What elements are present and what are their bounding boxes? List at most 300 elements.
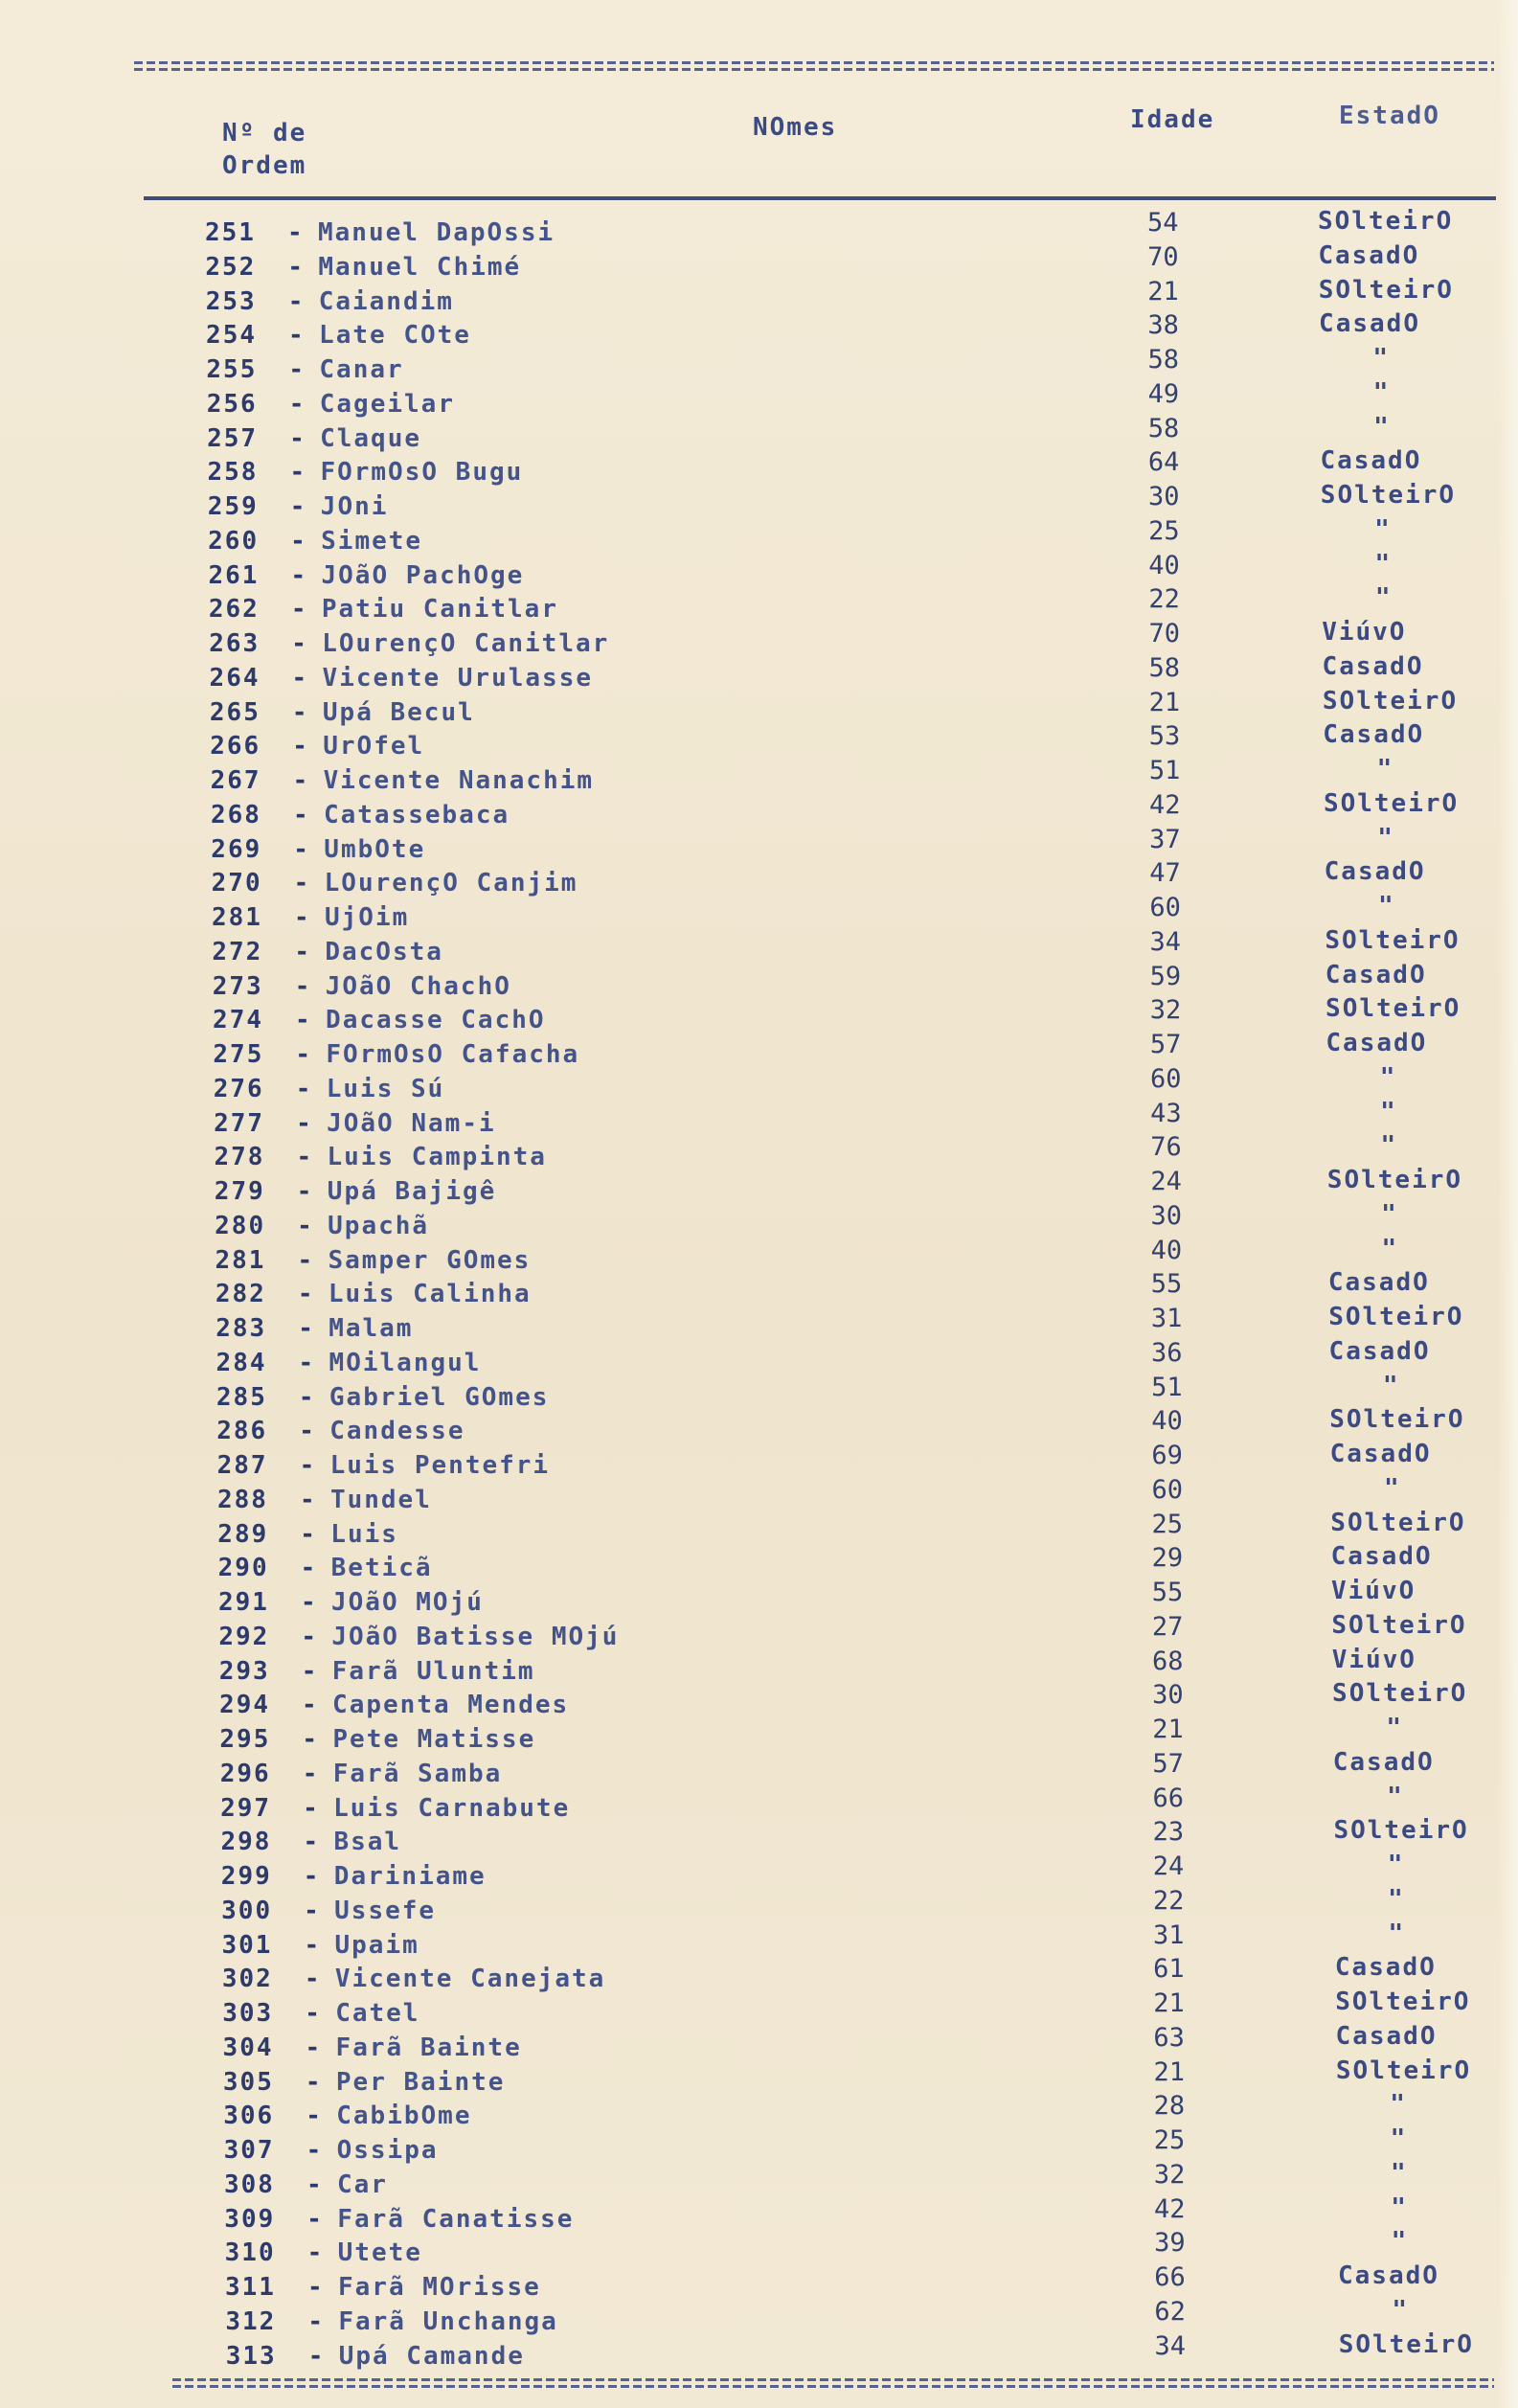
row-name: Farã Uluntim (331, 1656, 535, 1686)
row-dash: - (288, 321, 306, 351)
row-age: 30 (1152, 1680, 1184, 1711)
row-number: 294 (219, 1691, 271, 1720)
row-dash: - (306, 2169, 324, 2199)
row-age: 76 (1150, 1132, 1182, 1163)
row-dash: - (303, 1828, 321, 1857)
row-dash: - (298, 1382, 316, 1412)
row-name: Upá Camande (338, 2341, 525, 2371)
row-name: LOurençO Canitlar (322, 629, 610, 658)
row-dash: - (288, 355, 306, 384)
row-number: 290 (217, 1554, 269, 1583)
row-dash: - (288, 389, 306, 419)
row-age: 27 (1151, 1611, 1184, 1642)
row-number: 305 (222, 2067, 274, 2097)
header-estado: EstadO (1339, 102, 1440, 130)
row-dash: - (296, 1108, 313, 1138)
paper-edge (1497, 0, 1518, 2408)
row-name: Dacasse CachO (326, 1006, 546, 1035)
row-number: 295 (219, 1725, 271, 1754)
row-name: Utete (337, 2238, 422, 2268)
row-dash: - (303, 1862, 321, 1891)
row-number: 260 (208, 526, 260, 556)
row-estado: ViúvO (1322, 618, 1407, 647)
row-number: 307 (223, 2136, 275, 2165)
row-dash: - (287, 286, 306, 316)
row-name: JOãO Batisse MOjú (331, 1622, 620, 1651)
row-dash: - (301, 1622, 318, 1651)
row-name: Bsal (333, 1828, 402, 1857)
row-estado: SOlteirO (1329, 1405, 1465, 1435)
row-name: Luis Sú (326, 1074, 445, 1103)
row-age: 51 (1151, 1372, 1183, 1402)
row-age: 60 (1149, 893, 1181, 922)
row-estado: " (1373, 412, 1391, 442)
row-estado: " (1374, 514, 1392, 544)
row-dash: - (302, 1691, 319, 1720)
top-double-rule (134, 61, 1494, 75)
row-dash: - (294, 903, 311, 932)
row-estado: " (1376, 755, 1394, 784)
row-dash: - (304, 1930, 322, 1960)
row-dash: - (297, 1245, 315, 1275)
row-estado: " (1374, 583, 1393, 613)
row-dash: - (304, 1896, 321, 1925)
row-estado: SOlteirO (1335, 2056, 1472, 2085)
row-age: 40 (1150, 1235, 1183, 1265)
row-number: 285 (215, 1382, 267, 1412)
row-number: 267 (210, 766, 261, 795)
row-estado: CasadO (1334, 1953, 1437, 1983)
row-name: JOãO Nam-i (327, 1108, 496, 1138)
row-number: 276 (213, 1074, 264, 1103)
row-dash: - (306, 2136, 324, 2165)
row-estado: SOlteirO (1331, 1610, 1467, 1640)
row-age: 57 (1152, 1748, 1184, 1779)
row-age: 66 (1152, 1783, 1185, 1813)
row-estado: CasadO (1338, 2261, 1439, 2290)
row-number: 273 (212, 971, 263, 1001)
row-age: 69 (1151, 1441, 1183, 1470)
row-age: 23 (1152, 1817, 1185, 1848)
row-estado: " (1391, 2192, 1408, 2222)
row-age: 40 (1151, 1406, 1183, 1437)
row-number: 281 (212, 903, 262, 932)
row-number: 259 (207, 492, 259, 521)
row-dash: - (299, 1485, 317, 1514)
row-number: 277 (214, 1108, 265, 1138)
row-name: Upachã (328, 1211, 430, 1240)
row-dash: - (297, 1280, 315, 1309)
row-dash: - (300, 1519, 317, 1549)
row-name: Luis (330, 1519, 398, 1549)
row-estado: SOlteirO (1322, 686, 1459, 716)
row-estado: CasadO (1318, 240, 1420, 270)
row-dash: - (301, 1588, 318, 1617)
row-dash: - (290, 526, 307, 556)
row-number: 288 (216, 1485, 268, 1514)
row-name: JOni (320, 492, 389, 521)
row-name: Ossipa (336, 2136, 439, 2165)
row-number: 261 (208, 560, 260, 590)
row-number: 304 (222, 2033, 274, 2062)
row-age: 31 (1153, 1920, 1185, 1950)
row-number: 252 (205, 252, 257, 282)
row-age: 58 (1147, 345, 1179, 375)
row-name: Luis Pentefri (329, 1451, 551, 1480)
row-number: 286 (216, 1417, 268, 1446)
row-age: 25 (1153, 2125, 1186, 2155)
row-name: Upaim (334, 1930, 419, 1960)
row-age: 59 (1149, 961, 1182, 991)
row-dash: - (290, 595, 308, 625)
row-age: 21 (1153, 1988, 1185, 2018)
row-age: 47 (1149, 858, 1181, 889)
row-age: 29 (1151, 1543, 1184, 1574)
row-number: 287 (216, 1451, 268, 1480)
row-name: Cageilar (319, 389, 455, 419)
row-number: 265 (209, 697, 261, 727)
row-name: UjOim (325, 903, 410, 932)
row-age: 61 (1153, 1954, 1185, 1985)
row-number: 284 (215, 1348, 267, 1377)
row-estado: " (1378, 892, 1395, 920)
row-estado: CasadO (1332, 1747, 1435, 1777)
row-dash: - (307, 2341, 326, 2371)
row-age: 21 (1152, 1715, 1184, 1744)
row-age: 25 (1148, 515, 1180, 546)
row-age: 57 (1149, 1030, 1182, 1059)
row-dash: - (291, 663, 309, 693)
row-dash: - (293, 834, 310, 864)
row-estado: SOlteirO (1338, 2329, 1474, 2359)
row-estado: " (1386, 1714, 1404, 1742)
row-number: 311 (225, 2273, 276, 2302)
row-age: 30 (1150, 1200, 1182, 1231)
row-name: Catel (335, 1999, 420, 2028)
row-dash: - (297, 1211, 314, 1240)
row-name: Vicente Canejata (334, 1965, 606, 1994)
row-number: 266 (210, 732, 261, 761)
row-number: 298 (220, 1828, 272, 1857)
row-number: 297 (220, 1793, 272, 1823)
row-name: Claque (320, 423, 422, 453)
row-estado: " (1381, 1199, 1398, 1229)
row-name: Luis Carnabute (333, 1793, 571, 1823)
row-estado: SOlteirO (1333, 1816, 1469, 1846)
row-dash: - (292, 732, 309, 761)
row-age: 63 (1153, 2022, 1185, 2053)
row-name: Vicente Nanachim (323, 766, 595, 795)
row-age: 66 (1154, 2262, 1186, 2292)
row-number: 289 (217, 1519, 269, 1549)
row-age: 49 (1147, 378, 1180, 409)
row-age: 22 (1152, 1885, 1185, 1916)
row-age: 21 (1148, 687, 1181, 717)
row-estado: " (1390, 2090, 1407, 2120)
row-age: 42 (1149, 789, 1181, 820)
row-dash: - (291, 629, 308, 658)
row-estado: ViúvO (1331, 1645, 1416, 1674)
row-estado: CasadO (1335, 2021, 1438, 2051)
row-age: 60 (1151, 1474, 1183, 1505)
row-estado: SOlteirO (1335, 1988, 1471, 2016)
row-age: 34 (1149, 926, 1182, 957)
row-estado: " (1380, 1097, 1397, 1126)
row-number: 263 (209, 629, 261, 658)
row-estado: SOlteirO (1318, 207, 1454, 236)
row-number: 269 (211, 834, 262, 864)
row-age: 40 (1148, 550, 1180, 580)
row-name: JOãO ChachO (325, 971, 511, 1001)
row-number: 272 (212, 937, 263, 966)
row-estado: " (1387, 1851, 1405, 1879)
row-estado: " (1380, 1131, 1398, 1161)
row-name: Luis Campinta (327, 1143, 547, 1172)
row-estado: SOlteirO (1323, 788, 1460, 818)
header-ordem-line1: Nº de (222, 119, 307, 148)
row-estado: " (1390, 2124, 1408, 2153)
row-number: 308 (223, 2169, 275, 2199)
row-estado: " (1379, 1062, 1397, 1092)
row-estado: " (1391, 2227, 1409, 2257)
row-dash: - (298, 1348, 316, 1377)
row-name: Caiandim (318, 286, 454, 316)
row-number: 306 (223, 2101, 275, 2131)
row-estado: CasadO (1330, 1542, 1433, 1572)
row-number: 282 (215, 1280, 266, 1309)
row-age: 21 (1153, 2056, 1185, 2087)
row-name: Manuel Chimé (318, 252, 522, 282)
row-name: Upá Bajigê (327, 1177, 497, 1206)
row-name: Beticã (330, 1554, 433, 1583)
header-underline (144, 196, 1496, 200)
header-ordem-line2: Ordem (222, 151, 307, 180)
row-estado: CasadO (1329, 1440, 1432, 1468)
row-dash: - (306, 2101, 323, 2131)
row-dash: - (287, 218, 305, 247)
row-name: Samper GOmes (328, 1245, 532, 1275)
row-age: 58 (1147, 413, 1180, 443)
row-number: 301 (221, 1930, 273, 1960)
row-number: 254 (206, 321, 258, 351)
row-number: 274 (213, 1006, 264, 1035)
row-age: 68 (1152, 1646, 1184, 1676)
row-estado: " (1383, 1473, 1401, 1503)
row-number: 256 (206, 389, 258, 419)
row-number: 313 (225, 2341, 277, 2371)
row-name: Patiu Canitlar (321, 595, 558, 625)
row-estado: " (1372, 344, 1391, 373)
row-name: UrOfel (323, 732, 425, 761)
row-estado: SOlteirO (1328, 1303, 1464, 1331)
row-age: 32 (1149, 995, 1182, 1026)
row-number: 278 (214, 1143, 265, 1172)
row-name: Car (336, 2169, 388, 2199)
row-number: 300 (221, 1896, 273, 1925)
row-name: Ussefe (334, 1896, 437, 1925)
row-number: 291 (218, 1588, 269, 1617)
row-dash: - (287, 252, 305, 282)
row-age: 39 (1154, 2228, 1186, 2259)
row-estado: CasadO (1325, 1029, 1428, 1057)
row-name: Per Bainte (335, 2067, 506, 2097)
row-name: Vicente Urulasse (322, 663, 593, 693)
row-name: FOrmOsO Bugu (320, 458, 524, 488)
row-dash: - (303, 1793, 320, 1823)
row-estado: CasadO (1319, 309, 1420, 339)
row-age: 30 (1147, 482, 1180, 511)
row-estado: SOlteirO (1332, 1679, 1468, 1709)
row-estado: CasadO (1327, 1268, 1430, 1298)
row-estado: SOlteirO (1325, 994, 1461, 1024)
row-age: 25 (1151, 1509, 1184, 1539)
row-number: 255 (206, 355, 258, 384)
row-name: Dariniame (333, 1862, 487, 1891)
row-number: 253 (205, 286, 257, 316)
row-dash: - (306, 2204, 324, 2234)
row-estado: " (1382, 1371, 1400, 1400)
row-name: Farã Unchanga (338, 2306, 558, 2336)
row-dash: - (294, 937, 311, 966)
header-idade: Idade (1130, 105, 1215, 134)
row-name: Farã Samba (332, 1759, 503, 1788)
row-name: Catassebaca (323, 800, 510, 829)
row-age: 24 (1152, 1851, 1185, 1881)
row-dash: - (301, 1656, 319, 1686)
row-number: 293 (218, 1656, 270, 1686)
row-dash: - (302, 1759, 320, 1788)
row-number: 312 (225, 2306, 277, 2336)
row-age: 24 (1150, 1167, 1182, 1196)
row-number: 299 (220, 1862, 272, 1891)
row-name: Gabriel GOmes (329, 1382, 550, 1412)
row-name: Pete Matisse (332, 1725, 536, 1754)
row-dash: - (299, 1417, 316, 1446)
row-dash: - (307, 2306, 325, 2336)
row-estado: SOlteirO (1326, 1166, 1463, 1194)
header-nomes: NOmes (753, 113, 838, 142)
row-number: 283 (215, 1314, 267, 1343)
row-estado: " (1390, 2158, 1408, 2188)
row-dash: - (305, 2067, 323, 2097)
row-age: 70 (1147, 241, 1179, 272)
row-age: 32 (1153, 2159, 1186, 2190)
row-number: 270 (211, 869, 262, 898)
row-estado: " (1388, 1884, 1405, 1914)
row-name: DacOsta (325, 937, 443, 966)
row-number: 310 (224, 2238, 276, 2268)
row-age: 22 (1148, 584, 1180, 615)
row-dash: - (307, 2273, 325, 2302)
row-age: 53 (1148, 721, 1181, 752)
row-estado: SOlteirO (1318, 275, 1454, 305)
row-dash: - (294, 971, 312, 1001)
row-estado: " (1377, 823, 1394, 852)
row-name: MOilangul (329, 1348, 482, 1377)
row-age: 60 (1150, 1063, 1182, 1094)
row-name: Candesse (329, 1417, 465, 1446)
row-age: 36 (1150, 1337, 1183, 1368)
row-estado: CasadO (1322, 651, 1424, 681)
row-estado: SOlteirO (1330, 1508, 1466, 1537)
row-estado: CasadO (1325, 960, 1427, 989)
row-dash: - (305, 1999, 322, 2028)
row-name: Farã MOrisse (338, 2273, 541, 2302)
row-name: Canar (319, 355, 404, 384)
row-estado: SOlteirO (1320, 481, 1457, 510)
row-age: 38 (1147, 310, 1179, 341)
row-age: 21 (1147, 276, 1179, 307)
row-name: Upá Becul (322, 697, 475, 727)
row-dash: - (289, 423, 306, 453)
row-number: 268 (210, 800, 261, 829)
row-number: 279 (214, 1177, 265, 1206)
row-name: Late COte (319, 321, 471, 351)
row-dash: - (295, 1006, 312, 1035)
row-age: 70 (1148, 619, 1180, 648)
row-dash: - (295, 1040, 313, 1069)
row-estado: " (1381, 1234, 1399, 1263)
row-name: Simete (321, 526, 423, 556)
row-dash: - (298, 1314, 315, 1343)
row-age: 51 (1148, 756, 1181, 785)
row-dash: - (292, 766, 310, 795)
row-estado: " (1392, 2295, 1409, 2325)
row-dash: - (289, 492, 307, 521)
row-estado: " (1372, 377, 1391, 407)
row-age: 42 (1153, 2193, 1186, 2224)
row-name: Capenta Mendes (332, 1691, 570, 1720)
row-name: Farã Bainte (335, 2033, 522, 2062)
row-number: 258 (207, 458, 259, 488)
row-name: JOãO PachOge (321, 560, 525, 590)
row-name: JOãO MOjú (331, 1588, 484, 1617)
row-number: 281 (215, 1245, 266, 1275)
row-age: 31 (1150, 1304, 1183, 1333)
row-number: 302 (221, 1965, 273, 1994)
row-number: 309 (224, 2204, 276, 2234)
row-name: FOrmOsO Cafacha (326, 1040, 580, 1069)
row-dash: - (302, 1725, 320, 1754)
row-name: Malam (329, 1314, 414, 1343)
row-number: 280 (215, 1211, 266, 1240)
row-name: LOurençO Canjim (324, 869, 578, 898)
row-number: 275 (213, 1040, 264, 1069)
row-estado: CasadO (1328, 1336, 1431, 1366)
row-name: CabibOme (336, 2101, 472, 2131)
row-dash: - (296, 1143, 314, 1172)
row-dash: - (290, 560, 308, 590)
row-estado: CasadO (1320, 446, 1422, 476)
row-number: 264 (209, 663, 261, 693)
row-name: Tundel (329, 1485, 432, 1514)
row-age: 62 (1154, 2296, 1186, 2327)
row-age: 55 (1150, 1269, 1183, 1300)
row-dash: - (289, 458, 307, 488)
row-estado: CasadO (1323, 720, 1425, 750)
row-number: 292 (218, 1622, 270, 1651)
row-age: 64 (1147, 447, 1180, 478)
row-age: 55 (1151, 1578, 1184, 1607)
row-estado: CasadO (1324, 857, 1426, 887)
row-estado: " (1374, 549, 1393, 579)
row-age: 54 (1147, 208, 1179, 238)
row-number: 296 (219, 1759, 271, 1788)
row-dash: - (300, 1554, 318, 1583)
row-number: 257 (207, 423, 259, 453)
bottom-double-rule (172, 2378, 1494, 2392)
row-name: Farã Canatisse (337, 2204, 575, 2234)
